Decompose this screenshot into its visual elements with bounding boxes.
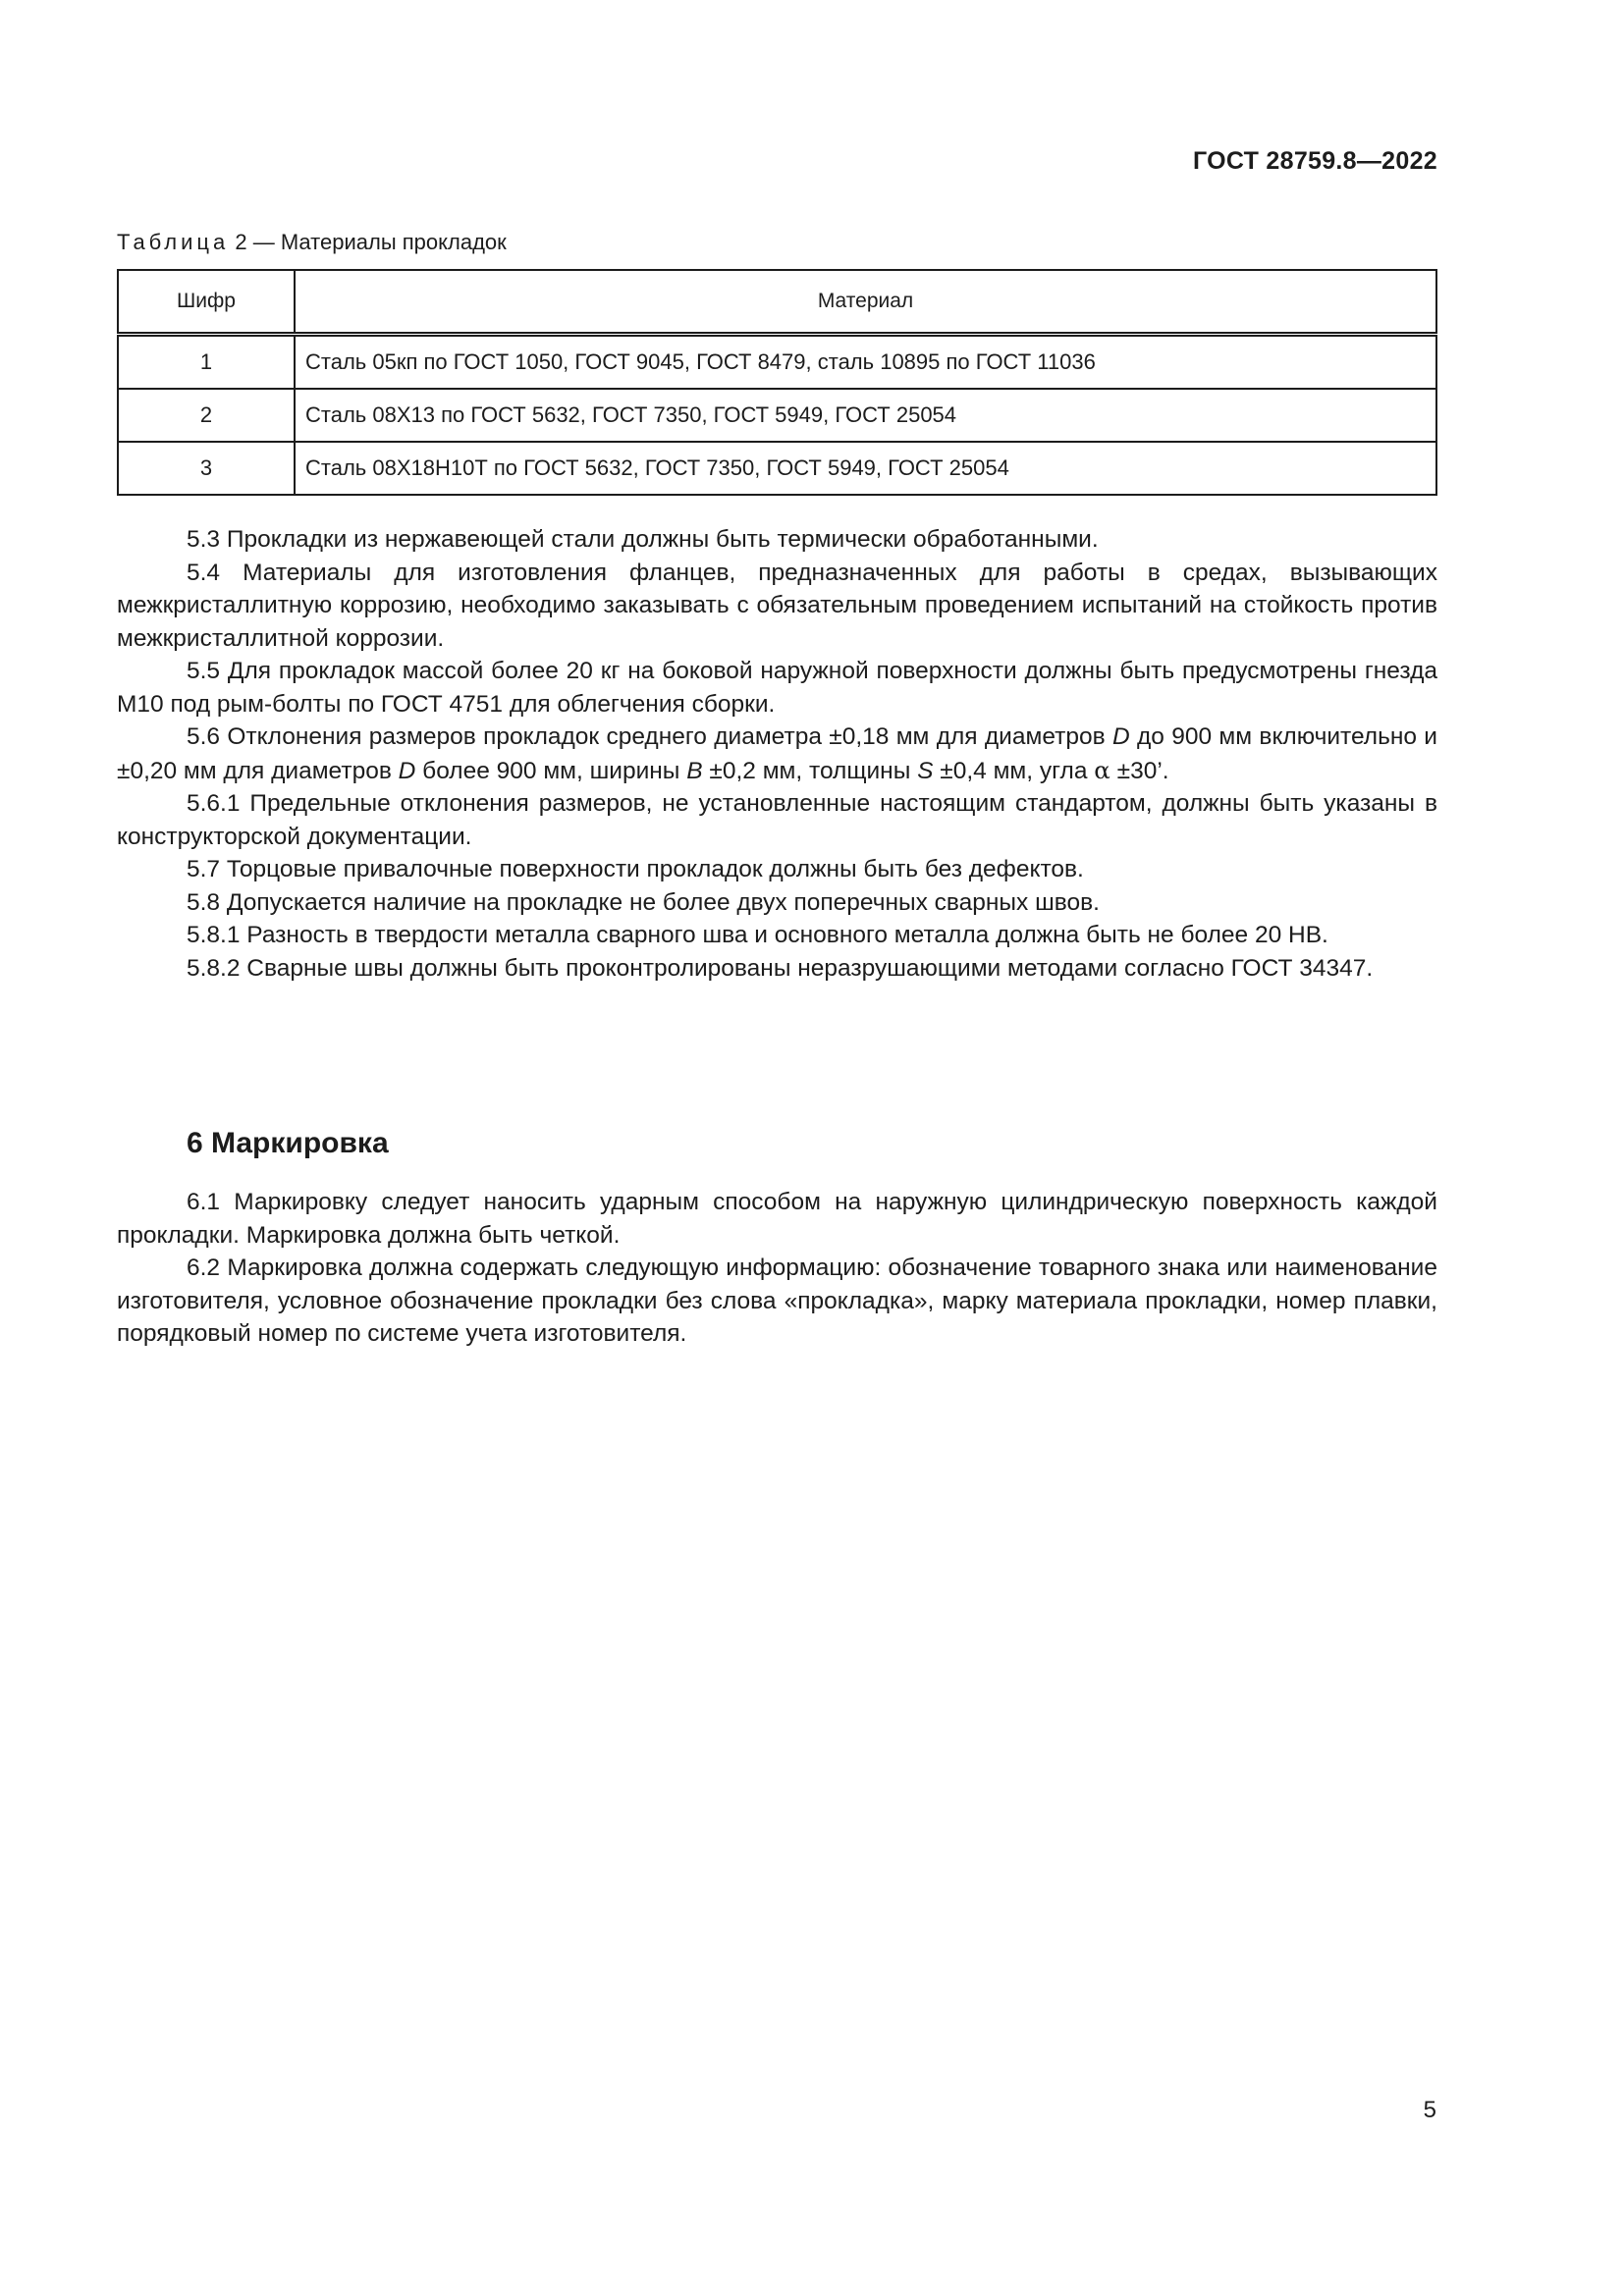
- column-header-code: Шифр: [118, 270, 295, 335]
- table-row: [118, 335, 1436, 390]
- table-cell-material: Сталь 08Х18Н10Т по ГОСТ 5632, ГОСТ 7350, ГОСТ 5949, ГОСТ 25054: [295, 442, 1436, 495]
- table-cell-code: 1: [118, 335, 295, 390]
- table-row: [118, 389, 1436, 442]
- section-6-heading: 6 Маркировка: [187, 1127, 389, 1159]
- paragraph-6-1: 6.1 Маркировку следует наносить ударным способом на наружную цилиндрическую поверхность каждой прокладки. Маркировка должна быть четкой.: [117, 1189, 1437, 1249]
- table-cell-code: 3: [118, 442, 295, 495]
- table-cell-code: 2: [118, 389, 295, 442]
- paragraph-5-6-text: до 900 мм включительно и ±0,20 мм для диаметров: [117, 723, 1437, 784]
- paragraph-6-2: 6.2 Маркировка должна содержать следующую информацию: обозначение товарного знака или наименование изготовителя, условное обозначение прокладки без слова «прокладка», марку материала прокладки, номер плавки, порядковый номер по системе учета изготовителя.: [117, 1255, 1437, 1347]
- paragraph-5-7: 5.7 Торцовые привалочные поверхности прокладок должны быть без дефектов.: [187, 856, 1084, 882]
- variable-d: D: [1111, 723, 1130, 750]
- paragraph-5-6-text: ±0,2 мм, толщины: [702, 757, 918, 784]
- paragraph-5-8-1: 5.8.1 Разность в твердости металла сварного шва и основного металла должна быть не более 20 НВ.: [187, 922, 1328, 948]
- paragraph-5-3: 5.3 Прокладки из нержавеющей стали должны быть термически обработанными.: [187, 526, 1099, 553]
- table-caption-word: Таблица: [117, 230, 230, 254]
- paragraph-5-6: [117, 721, 1437, 787]
- variable-b: B: [686, 757, 703, 784]
- table-caption-title: 2 — Материалы прокладок: [229, 230, 507, 254]
- paragraph-5-6-text: более 900 мм, ширины: [415, 757, 687, 784]
- paragraph-5-8-2: 5.8.2 Сварные швы должны быть проконтролированы неразрушающими методами согласно ГОСТ 34347.: [187, 954, 1374, 982]
- paragraph-5-4: 5.4 Материалы для изготовления фланцев, предназначенных для работы в средах, вызывающих межкристаллитную коррозию, необходимо заказывать с обязательным проведением испытаний на стойкость против межкристаллитной коррозии.: [117, 559, 1437, 652]
- paragraph-5-6-text: 5.6 Отклонения размеров прокладок среднего диаметра ±0,18 мм для диаметров: [187, 723, 1112, 750]
- section-6-body: [117, 1186, 1437, 1351]
- materials-table: [117, 269, 1437, 496]
- variable-alpha: α: [1094, 755, 1110, 784]
- paragraph-5-6-1: 5.6.1 Предельные отклонения размеров, не установленные настоящим стандартом, должны быть указаны в конструкторской документации.: [117, 790, 1437, 850]
- table-row: [118, 442, 1436, 495]
- page-number: 5: [1423, 2097, 1436, 2123]
- paragraph-5-6-text: ±0,4 мм, угла: [933, 757, 1095, 784]
- variable-d: D: [398, 757, 416, 784]
- table-header-row: [118, 270, 1436, 335]
- column-header-material: Материал: [295, 270, 1436, 335]
- table-cell-material: Сталь 05кп по ГОСТ 1050, ГОСТ 9045, ГОСТ 8479, сталь 10895 по ГОСТ 11036: [295, 335, 1436, 390]
- section-5-body: [117, 523, 1437, 985]
- table-cell-material: Сталь 08Х13 по ГОСТ 5632, ГОСТ 7350, ГОСТ 5949, ГОСТ 25054: [295, 389, 1436, 442]
- paragraph-5-5: 5.5 Для прокладок массой более 20 кг на боковой наружной поверхности должны быть предусмотрены гнезда М10 под рым-болты по ГОСТ 4751 для облегчения сборки.: [117, 658, 1437, 718]
- paragraph-5-8: 5.8 Допускается наличие на прокладке не более двух поперечных сварных швов.: [187, 888, 1100, 916]
- variable-s: S: [917, 757, 934, 784]
- table-caption: [117, 230, 507, 255]
- paragraph-5-6-text: ±30’.: [1110, 757, 1169, 784]
- document-code-header: ГОСТ 28759.8—2022: [1192, 147, 1437, 175]
